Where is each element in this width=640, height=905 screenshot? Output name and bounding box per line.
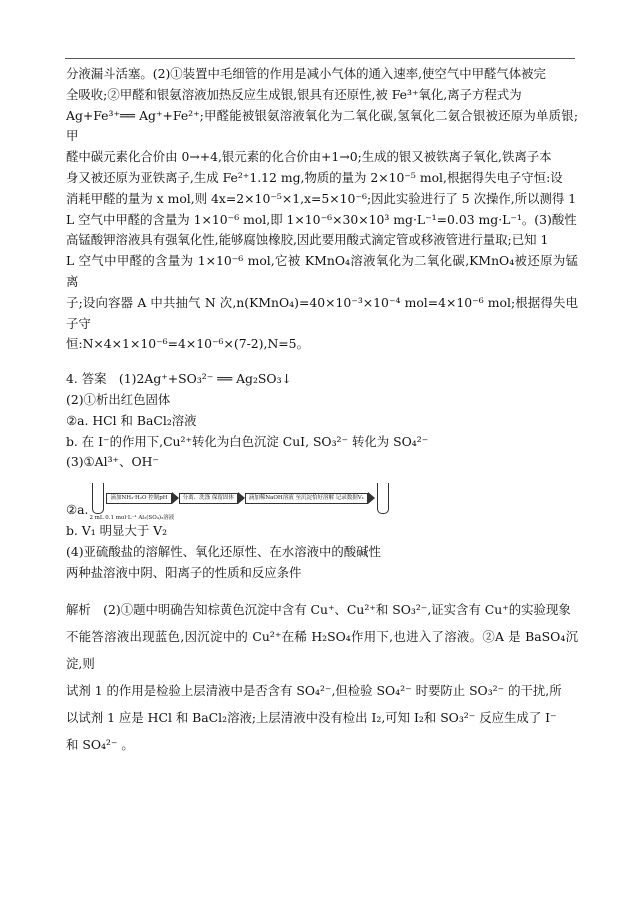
text-line: 分液漏斗活塞。(2)①装置中毛细管的作用是减小气体的通入速率,使空气中甲醛气体被完 bbox=[66, 66, 546, 81]
flow-step-2 bbox=[179, 492, 245, 504]
flow-step-1 bbox=[106, 492, 178, 504]
explanation-paragraph bbox=[66, 64, 578, 355]
analysis-line: 不能答溶液出现蓝色,因沉淀中的 Cu²⁺在稀 H₂SO₄作用下,也进入了溶液。②A 是 BaSO₄沉淀,则 bbox=[66, 628, 578, 671]
flow-step-3 bbox=[245, 492, 375, 504]
answer-line: (3)①Al³⁺、OH⁻ bbox=[66, 454, 159, 470]
text-line: 身又被还原为亚铁离子,生成 Fe²⁺1.12 mg,物质的量为 2×10⁻⁵ mol,根据得失电子守恒:设 bbox=[66, 169, 563, 185]
header-rule bbox=[65, 58, 575, 59]
text-line: Ag+Fe³⁺══ Ag⁺+Fe²⁺;甲醛能被银氨溶液氧化为二氧化碳,氢氧化二氨合银被还原为单质银;甲 bbox=[66, 107, 578, 144]
tube-caption: 2 mL 0.1 mol·L⁻¹ Al₂(SO₄)₃溶液 bbox=[89, 514, 175, 521]
text-line: 全吸收;②甲醛和银氨溶液加热反应生成银,银具有还原性,被 Fe³⁺氧化,离子方程式为 bbox=[66, 86, 522, 102]
text-line: 子;设向容器 A 中共抽气 N 次,n(KMnO₄)=40×10⁻³×10⁻⁴ mol=4×10⁻⁶ mol;根据得失电子守 bbox=[66, 294, 578, 331]
text-line: 醛中碳元素化合价由 0→+4,银元素的化合价由+1→0;生成的银又被铁离子氧化,铁离子本 bbox=[66, 149, 552, 165]
arrow-right-icon bbox=[368, 492, 375, 504]
document-body bbox=[66, 64, 578, 758]
answer-line: (4)亚硫酸盐的溶解性、氧化还原性、在水溶液中的酸碱性 bbox=[66, 543, 381, 559]
text-line: 恒:N×4×1×10⁻⁶=4×10⁻⁶×(7-2),N=5。 bbox=[66, 336, 309, 352]
text-line: 高锰酸钾溶液具有强氧化性,能够腐蚀橡胶,因此要用酸式滴定管或移液管进行量取;已知 1 bbox=[66, 232, 549, 248]
answer-section bbox=[66, 369, 578, 583]
text-line: L 空气中甲醛的含量为 1×10⁻⁶ mol,即 1×10⁻⁶×30×10³ mg·L⁻¹=0.03 mg·L⁻¹。(3)酸性 bbox=[66, 211, 577, 227]
text-line: L 空气中甲醛的含量为 1×10⁻⁶ mol,它被 KMnO₄溶液氧化为二氧化碳,KMnO₄被还原为锰离 bbox=[66, 253, 578, 289]
answer-line: ②a. HCl 和 BaCl₂溶液 bbox=[66, 412, 197, 428]
experiment-flow-diagram bbox=[66, 475, 578, 521]
answer-line: (2)①析出红色固体 bbox=[66, 391, 171, 407]
analysis-line: 和 SO₄²⁻ 。 bbox=[66, 736, 134, 752]
arrow-right-icon bbox=[172, 492, 179, 504]
arrow-right-icon bbox=[238, 492, 245, 504]
answer-line: b. V₁ 明显大于 V₂ bbox=[66, 523, 168, 539]
answer-line: b. 在 I⁻的作用下,Cu²⁺转化为白色沉淀 CuI, SO₃²⁻ 转化为 SO₄²⁻ bbox=[66, 433, 429, 449]
flow-step-label: 滴加NH₃·H₂O 控制pH bbox=[106, 493, 171, 504]
test-tube-icon bbox=[377, 483, 389, 514]
analysis-line: 解析 (2)①题中明确告知棕黄色沉淀中含有 Cu⁺、Cu²⁺和 SO₃²⁻,证实含有 Cu⁺的实验现象 bbox=[66, 601, 571, 617]
analysis-line: 以试剂 1 应是 HCl 和 BaCl₂溶液;上层清液中没有检出 I₂,可知 I₂和 SO₃²⁻ 反应生成了 I⁻ bbox=[66, 709, 557, 725]
answer-heading: 4. 答案 (1)2Ag⁺+SO₃²⁻ ══ Ag₂SO₃↓ bbox=[66, 371, 292, 387]
flow-step-label: 分离、洗涤 保留固体 bbox=[179, 493, 238, 504]
flow-prefix: ②a. bbox=[66, 502, 89, 518]
flow-step-label: 滴加稀NaOH溶液 至沉淀恰好溶解 记录数据V₁ bbox=[245, 493, 368, 504]
analysis-line: 试剂 1 的作用是检验上层清液中是否含有 SO₄²⁻,但检验 SO₄²⁻ 时要防止 SO₃²⁻ 的干扰,所 bbox=[66, 682, 562, 698]
analysis-section bbox=[66, 596, 578, 758]
answer-line: 两种盐溶液中阴、阳离子的性质和反应条件 bbox=[66, 564, 302, 580]
text-line: 消耗甲醛的量为 x mol,则 4x=2×10⁻⁵×1,x=5×10⁻⁶;因此实验进行了 5 次操作,所以测得 1 bbox=[66, 190, 577, 206]
